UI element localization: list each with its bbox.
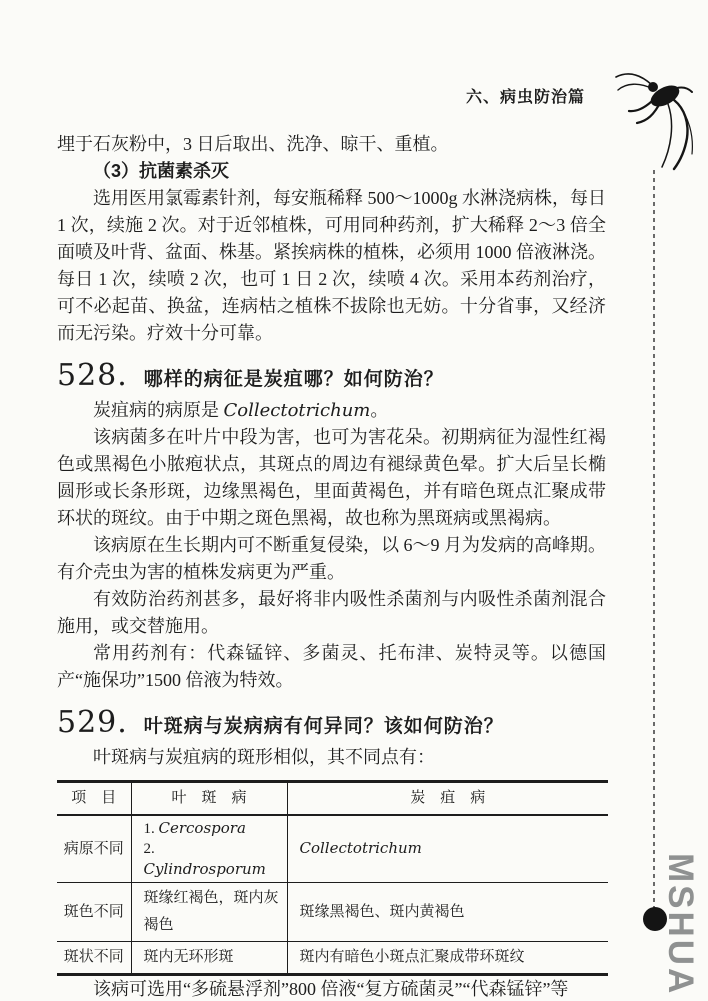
question-529-heading — [57, 707, 606, 740]
table-row-color — [57, 883, 608, 942]
question-528-title: 哪样的病征是炭疽哪？如何防治？ — [143, 369, 444, 390]
question-528-heading — [57, 360, 606, 393]
genus-name: Collectotrichum — [299, 839, 422, 857]
list-number: 2. — [143, 841, 155, 857]
chapter-title: 六、病虫防治篇 — [465, 89, 585, 106]
cell-leaf-shape: 斑内无环形斑 — [131, 942, 287, 975]
paragraph-fungicide-mix: 有效防治药剂甚多，最好将非内吸性杀菌剂与内吸性杀菌剂混合施用，或交替施用。 — [57, 589, 606, 636]
question-528-number: 528. — [57, 358, 128, 393]
row-label: 斑状不同 — [57, 942, 131, 975]
table-header-row — [57, 782, 608, 816]
pathogen-text-post: 。 — [370, 400, 389, 420]
insect-illustration — [608, 66, 700, 178]
genus-name: Cercospora — [158, 819, 246, 837]
paragraph-antibiotic-usage: 选用医用氯霉素针剂，每安瓶稀释 500～1000g 水淋浇病株，每日 1 次，续施 2 次。对于近邻植株，可用同种药剂，扩大稀释 2～3 倍全面喷及叶背、盆面、株基。紧挨病株的植株，必须用 1000 倍液淋浇。每日 1 次，续喷 2 次，也可 1 日 2 次，续喷 4 次。采用本药剂治疗，可不必起苗、换盆，连病枯之植株不拔除也无妨。十分省事，又经济而无污染。疗效十分可靠。 — [57, 188, 606, 343]
paragraph-common-agents: 常用药剂有：代森锰锌、多菌灵、托布津、炭特灵等。以德国产“施保功”1500 倍液为特效。 — [57, 643, 606, 690]
paragraph-season: 该病原在生长期内可不断重复侵染，以 6～9 月为发病的高峰期。有介壳虫为害的植株发病更为严重。 — [57, 535, 606, 582]
watermark: MSHUA — [661, 853, 700, 997]
paragraph-symptoms: 该病菌多在叶片中段为害，也可为害花朵。初期病征为湿性红褐色或黑褐色小脓疱状点，其斑点的周边有褪绿黄色晕。扩大后呈长椭圆形或长条形斑，边缘黑褐色，里面黄褐色，并有暗色斑点汇聚成带环状的斑纹。由于中期之斑色黑褐，故也称为黑斑病或黑褐病。 — [57, 427, 606, 528]
leaf-pathogen-1 — [144, 818, 281, 839]
cell-leaf-pathogens — [131, 815, 287, 883]
cell-leaf-color: 斑缘红褐色，斑内灰褐色 — [131, 883, 287, 942]
paragraph-pathogen — [57, 397, 606, 424]
genus-name: Cylindrosporum — [143, 860, 266, 878]
table-header-leaf-spot: 叶 斑 病 — [131, 782, 287, 816]
pathogen-genus-name: Collectotrichum — [223, 400, 371, 421]
cell-anthracnose-color: 斑缘黑褐色、斑内黄褐色 — [287, 883, 608, 942]
cell-anthracnose-pathogen — [287, 815, 608, 883]
paragraph-continuation: 埋于石灰粉中，3 日后取出、洗净、晾干、重植。 — [57, 134, 449, 154]
question-529-number: 529. — [57, 705, 128, 740]
paragraph-treatment: 该病可选用“多硫悬浮剂”800 倍液“复方硫菌灵”“代森锰锌”等 — [93, 979, 569, 999]
paragraph-table-intro: 叶斑病与炭疽病的斑形相似，其不同点有： — [93, 747, 435, 767]
text-column — [57, 131, 606, 1001]
leaf-pathogen-2 — [144, 839, 281, 880]
pathogen-text-pre: 炭疽病的病原是 — [93, 400, 224, 420]
table-row-pathogen — [57, 815, 608, 883]
sub-heading-antibiotic: （3）抗菌素杀灭 — [93, 161, 230, 181]
table-row-shape — [57, 942, 608, 975]
table-header-anthracnose: 炭 疽 病 — [287, 782, 608, 816]
table-header-item: 项 目 — [57, 782, 131, 816]
page-edge-dashed-rule — [653, 170, 655, 908]
cell-anthracnose-shape: 斑内有暗色小斑点汇聚成带环斑纹 — [287, 942, 608, 975]
comparison-table — [57, 780, 608, 976]
row-label: 斑色不同 — [57, 883, 131, 942]
question-529-title: 叶斑病与炭病病有何异同？该如何防治？ — [143, 716, 504, 737]
row-label: 病原不同 — [57, 815, 131, 883]
list-number: 1. — [143, 821, 155, 837]
chapter-header — [0, 84, 585, 107]
